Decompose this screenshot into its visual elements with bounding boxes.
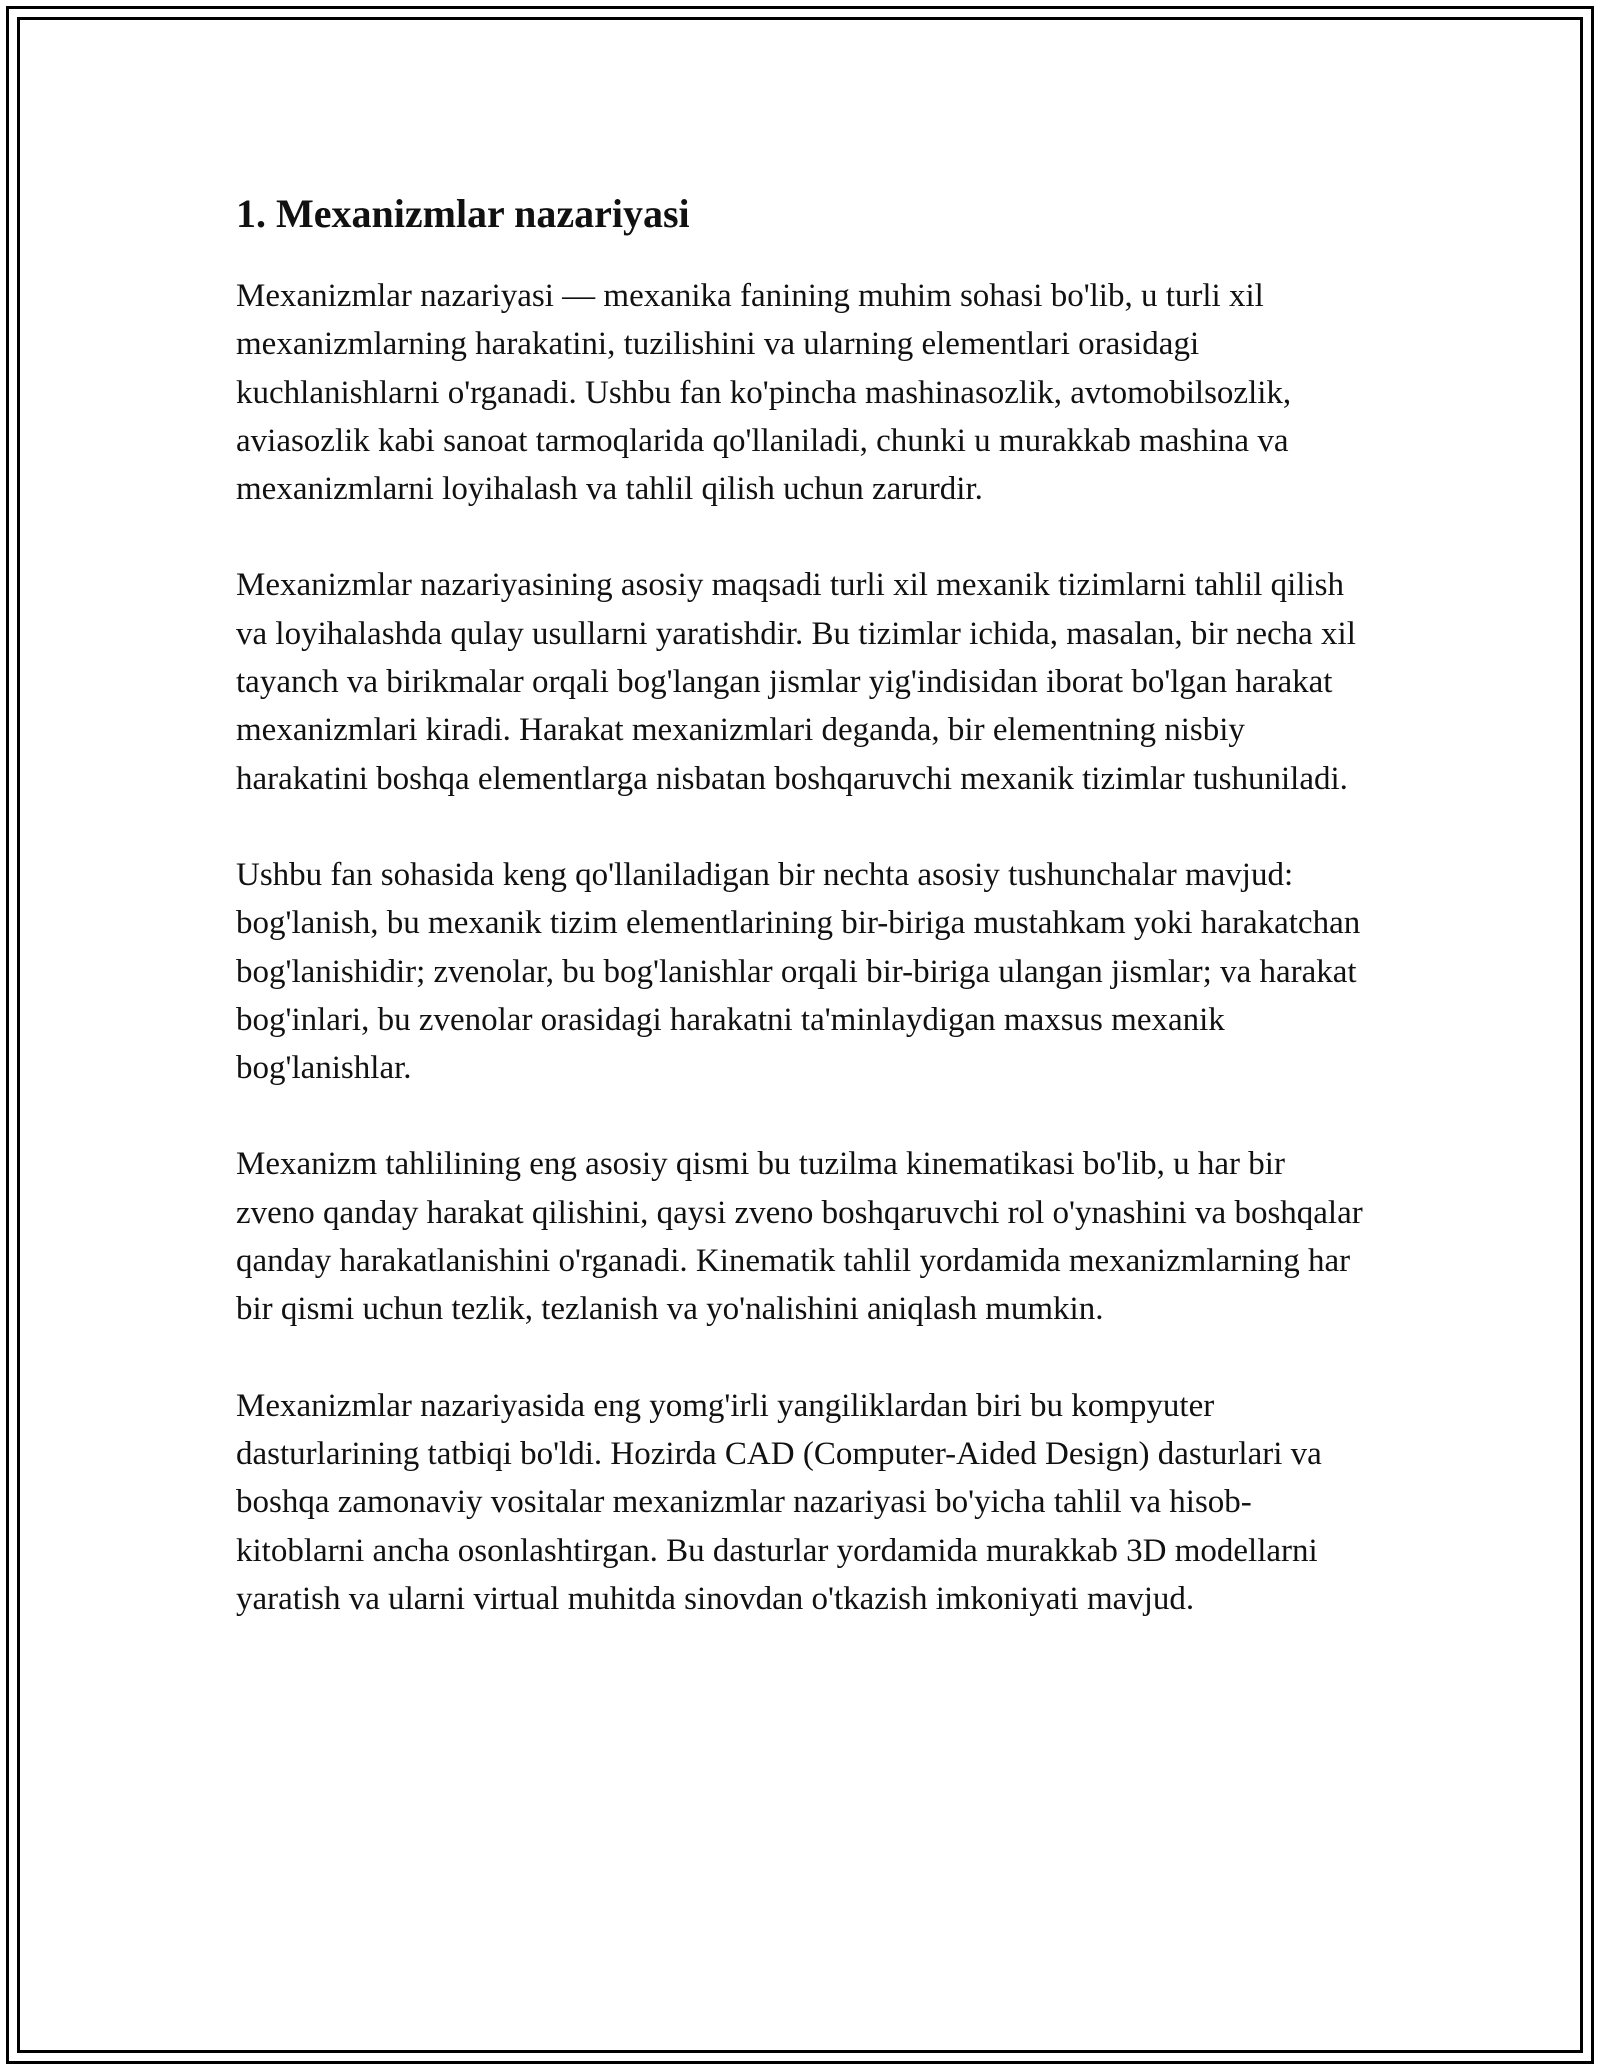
- paragraph-5: Mexanizmlar nazariyasida eng yomg'irli yangiliklardan biri bu kompyuter dasturlarining tatbiqi bo'ldi. Hozirda CAD (Computer-Aided Design) dasturlari va boshqa zamonaviy vositalar mexanizmlar nazariyasi bo'yicha tahlil va hisob-kitoblarni ancha osonlashtirgan. Bu dasturlar yordamida murakkab 3D modellarni yaratish va ularni virtual muhitda sinovdan o'tkazish imkoniyati mavjud.: [236, 1387, 1322, 1617]
- document-content: [236, 186, 1366, 1671]
- paragraph-3: Ushbu fan sohasida keng qo'llaniladigan bir nechta asosiy tushunchalar mavjud: bog'lanish, bu mexanik tizim elementlarining bir-biriga mustahkam yoki harakatchan bog'lanishidir; zvenolar, bu bog'lanishlar orqali bir-biriga ulangan jismlar; va harakat bog'inlari, bu zvenolar orasidagi harakatni ta'minlaydigan maxsus mexanik bog'lanishlar.: [236, 856, 1361, 1087]
- section-title: 1. Mexanizmlar nazariyasi: [236, 191, 690, 236]
- paragraph-1: Mexanizmlar nazariyasi — mexanika fanining muhim sohasi bo'lib, u turli xil mexanizmlarning harakatini, tuzilishini va ularning elementlari orasidagi kuchlanishlarni o'rganadi. Ushbu fan ko'pincha mashinasozlik, avtomobilsozlik, aviasozlik kabi sanoat tarmoqlarida qo'llaniladi, chunki u murakkab mashina va mexanizmlarni loyihalash va tahlil qilish uchun zarurdir.: [236, 278, 1292, 508]
- paragraph-2: Mexanizmlar nazariyasining asosiy maqsadi turli xil mexanik tizimlarni tahlil qilish va loyihalashda qulay usullarni yaratishdir. Bu tizimlar ichida, masalan, bir necha xil tayanch va birikmalar orqali bog'langan jismlar yig'indisidan iborat bo'lgan harakat mexanizmlari kiradi. Harakat mexanizmlari deganda, bir elementning nisbiy harakatini boshqa elementlarga nisbatan boshqaruvchi mexanik tizimlar tushuniladi.: [236, 567, 1356, 797]
- paragraph-4: Mexanizm tahlilining eng asosiy qismi bu tuzilma kinematikasi bo'lib, u har bir zveno qanday harakat qilishini, qaysi zveno boshqaruvchi rol o'ynashini va boshqalar qanday harakatlanishini o'rganadi. Kinematik tahlil yordamida mexanizmlarning har bir qismi uchun tezlik, tezlanish va yo'nalishini aniqlash mumkin.: [236, 1146, 1363, 1328]
